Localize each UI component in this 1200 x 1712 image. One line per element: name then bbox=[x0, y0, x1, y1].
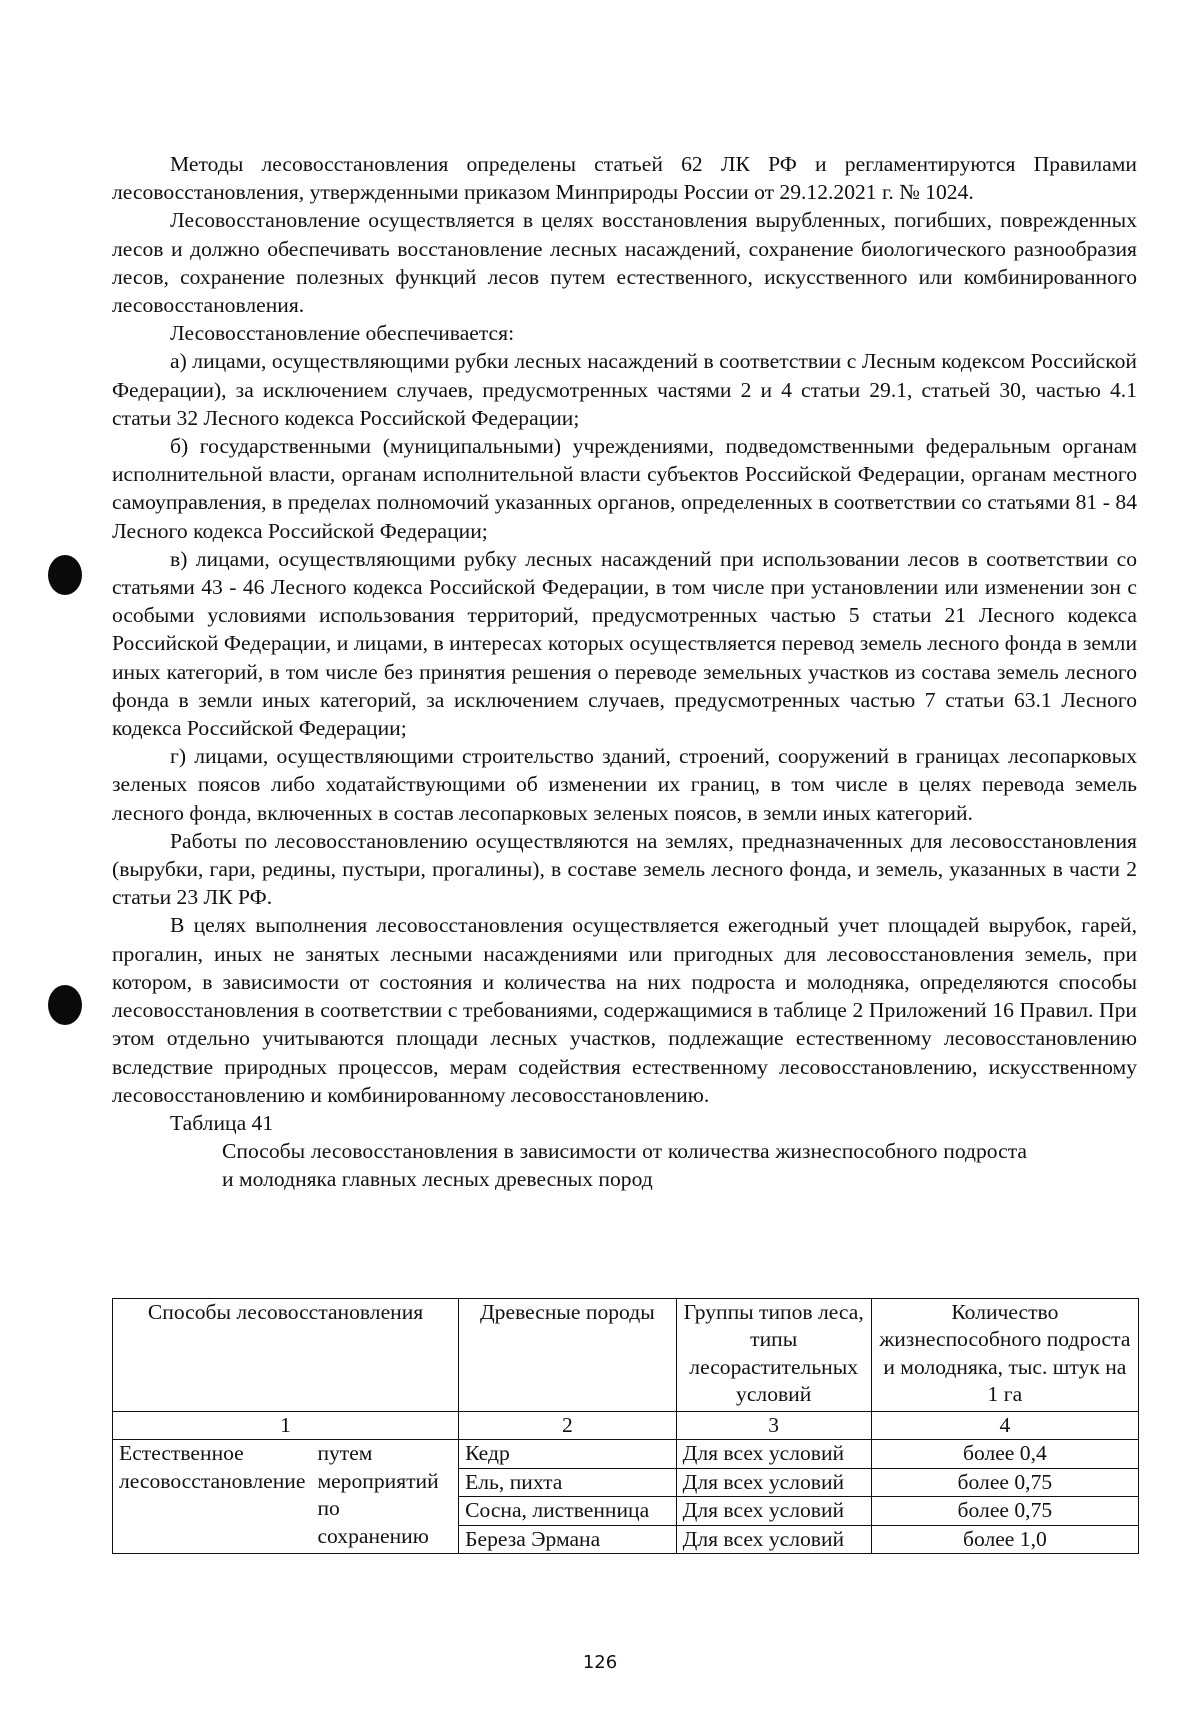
punch-hole-mark bbox=[48, 985, 82, 1025]
species-cell: Сосна, лиственница bbox=[459, 1497, 677, 1525]
species-cell: Кедр bbox=[459, 1440, 677, 1468]
conditions-cell: Для всех условий bbox=[676, 1440, 871, 1468]
amount-cell: более 0,75 bbox=[871, 1497, 1138, 1525]
paragraph: Лесовосстановление осуществляется в целях восстановления вырубленных, погибших, поврежденных лесов и должно обеспечивать восстановление лесных насаждений, сохранение биологического разнообразия лесов, сохранение полезных функций лесов путем естественного, искусственного или комбинированного лесовосстановления. bbox=[112, 208, 1137, 318]
paragraph: г) лицами, осуществляющими строительство зданий, строений, сооружений в границах лесопарковых зеленых поясов либо ходатайствующими об изменении их границ, в том числе в целях перевода земель лесного фонда, включенных в состав лесопарковых зеленых поясов, в земли иных категорий. bbox=[112, 744, 1137, 825]
amount-cell: более 0,75 bbox=[871, 1468, 1138, 1496]
column-number: 4 bbox=[871, 1412, 1138, 1440]
punch-hole-mark bbox=[48, 555, 82, 595]
paragraph: Работы по лесовосстановлению осуществляются на землях, предназначенных для лесовосстановления (вырубки, гари, редины, пустыри, прогалины), в составе земель лесного фонда, и земель, указанных в части 2 статьи 23 ЛК РФ. bbox=[112, 828, 1137, 910]
paragraph: В целях выполнения лесовосстановления осуществляется ежегодный учет площадей вырубок, гарей, прогалин, иных не занятых лесными насаждениями или пригодных для лесовосстановления земель, при котором, в зависимости от состояния и количества на них подроста и молодняка, определяются способы лесовосстановления в соответствии с требованиями, содержащимися в таблице 2 Приложений 16 Правил. При этом отдельно учитываются площади лесных участков, подлежащие естественному лесовосстановлению вследствие природных процессов, мерам содействия естественному лесовосстановлению, искусственному лесовосстановлению и комбинированному лесовосстановлению. bbox=[112, 913, 1137, 1107]
paragraph: б) государственными (муниципальными) учреждениями, подведомственными федеральным органам исполнительной власти, органам исполнительной власти субъектов Российской Федерации, органам местного самоуправления, в пределах полномочий указанных органов, определенных в соответствии со статьями 81 - 84 Лесного кодекса Российской Федерации; bbox=[112, 434, 1137, 543]
page-number: 126 bbox=[582, 1652, 618, 1673]
column-number: 3 bbox=[676, 1412, 871, 1440]
header-cell: Древесные породы bbox=[459, 1299, 677, 1412]
column-number: 2 bbox=[459, 1412, 677, 1440]
conditions-cell: Для всех условий bbox=[676, 1525, 871, 1553]
method-cell: Естественное лесовосстановление bbox=[113, 1440, 312, 1554]
column-number: 1 bbox=[113, 1412, 459, 1440]
header-cell: Способы лесовосстановления bbox=[113, 1299, 459, 1412]
methods-table bbox=[112, 1298, 1139, 1554]
table-label: Таблица 41 bbox=[170, 1110, 274, 1135]
table-header-row bbox=[113, 1299, 1139, 1412]
paragraph: а) лицами, осуществляющими рубки лесных насаждений в соответствии с Лесным кодексом Российской Федерации), за исключением случаев, предусмотренных частями 2 и 4 статьи 29.1, статьей 30, частью 4.1 статьи 32 Лесного кодекса Российской Федерации; bbox=[112, 349, 1137, 430]
amount-cell: более 1,0 bbox=[871, 1525, 1138, 1553]
header-cell: Группы типов леса, типы лесорастительных условий bbox=[676, 1299, 871, 1412]
conditions-cell: Для всех условий bbox=[676, 1468, 871, 1496]
body-text bbox=[112, 150, 1137, 1194]
header-cell: Количество жизнеспособного подроста и молодняка, тыс. штук на 1 га bbox=[871, 1299, 1138, 1412]
submethod-cell: путем мероприятий по сохранению bbox=[311, 1440, 458, 1554]
amount-cell: более 0,4 bbox=[871, 1440, 1138, 1468]
species-cell: Береза Эрмана bbox=[459, 1525, 677, 1553]
paragraph: в) лицами, осуществляющими рубку лесных насаждений при использовании лесов в соответствии со статьями 43 - 46 Лесного кодекса Российской Федерации, в том числе при установлении или изменении зон с особыми условиями использования территорий, предусмотренных частью 5 статьи 21 Лесного кодекса Российской Федерации, и лицами, в интересах которых осуществляется перевод земель лесного фонда в земли иных категорий, в том числе без принятия решения о переводе земельных участков из состава земель лесного фонда в земли иных категорий, за исключением случаев, предусмотренных частью 7 статьи 63.1 Лесного кодекса Российской Федерации; bbox=[112, 546, 1137, 741]
paragraph: Лесовосстановление обеспечивается: bbox=[170, 321, 515, 346]
paragraph: Методы лесовосстановления определены статьей 62 ЛК РФ и регламентируются Правилами лесовосстановления, утвержденными приказом Минприроды России от 29.12.2021 г. № 1024. bbox=[112, 152, 1137, 205]
table-number-row bbox=[113, 1412, 1139, 1440]
table-title: Способы лесовосстановления в зависимости от количества жизнеспособного подроста и молодняка главных лесных древесных пород bbox=[222, 1139, 1027, 1192]
species-cell: Ель, пихта bbox=[459, 1468, 677, 1496]
table-row bbox=[113, 1440, 1139, 1468]
conditions-cell: Для всех условий bbox=[676, 1497, 871, 1525]
